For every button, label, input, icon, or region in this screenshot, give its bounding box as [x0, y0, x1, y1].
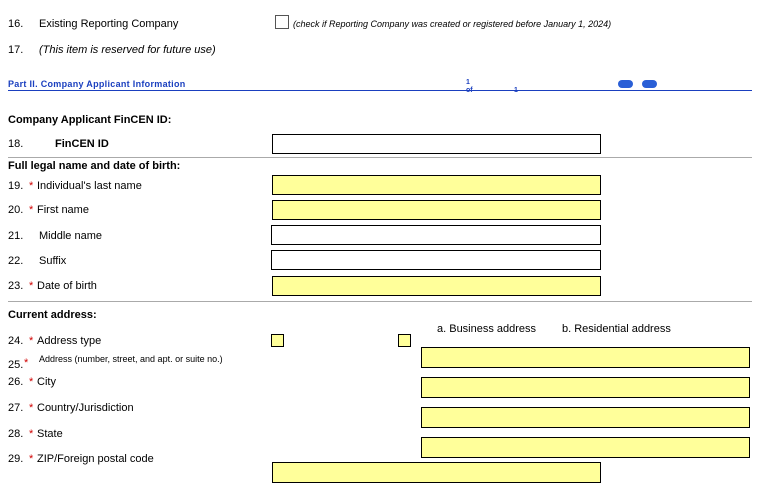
country-jurisdiction-select[interactable]: [421, 407, 750, 428]
middle-name-label: Middle name: [39, 230, 102, 242]
part-ii-title: Part II. Company Applicant Information: [8, 79, 186, 89]
state-select[interactable]: [421, 437, 750, 458]
item-20-number: 20.: [8, 204, 24, 216]
item-29-number: 29.: [8, 453, 24, 465]
required-marker: *: [29, 376, 34, 388]
item-24-number: 24.: [8, 335, 24, 347]
middle-name-input[interactable]: [271, 225, 601, 245]
last-name-input[interactable]: [272, 175, 601, 195]
residential-address-checkbox[interactable]: [398, 334, 411, 347]
required-marker: *: [24, 357, 29, 369]
fincen-id-input[interactable]: [272, 134, 601, 154]
required-marker: *: [29, 204, 34, 216]
city-input[interactable]: [421, 377, 750, 398]
divider: [8, 157, 752, 158]
add-page-button[interactable]: [618, 80, 633, 88]
item-16-number: 16.: [8, 18, 24, 30]
required-marker: *: [29, 180, 34, 192]
zip-postal-code-label: ZIP/Foreign postal code: [37, 453, 154, 465]
existing-reporting-company-label: Existing Reporting Company: [39, 18, 179, 30]
item-21-number: 21.: [8, 230, 24, 242]
required-marker: *: [29, 402, 34, 414]
address-section-heading: Current address:: [8, 309, 97, 321]
first-name-label: First name: [37, 204, 89, 216]
required-marker: *: [29, 280, 34, 292]
item-18-number: 18.: [8, 138, 24, 150]
existing-reporting-company-checkbox[interactable]: [275, 15, 289, 29]
suffix-input[interactable]: [271, 250, 601, 270]
required-marker: *: [29, 335, 34, 347]
date-of-birth-input[interactable]: [272, 276, 601, 296]
remove-page-button[interactable]: [642, 80, 657, 88]
required-marker: *: [29, 428, 34, 440]
state-label: State: [37, 428, 63, 440]
fincen-id-label: FinCEN ID: [55, 138, 109, 150]
first-name-input[interactable]: [272, 200, 601, 220]
residential-address-option-label: b. Residential address: [562, 323, 671, 335]
item-22-number: 22.: [8, 255, 24, 267]
existing-reporting-company-note: (check if Reporting Company was created or registered before January 1, 2024): [293, 19, 612, 29]
zip-postal-code-input[interactable]: [272, 462, 601, 483]
item-25-number: 25.: [8, 359, 24, 371]
reserved-item-label: (This item is reserved for future use): [39, 44, 216, 56]
part-header-underline: [8, 90, 752, 91]
last-name-label: Individual's last name: [37, 180, 142, 192]
item-19-number: 19.: [8, 180, 24, 192]
business-address-option-label: a. Business address: [437, 323, 537, 335]
date-of-birth-label: Date of birth: [37, 280, 97, 292]
required-marker: *: [29, 453, 34, 465]
item-23-number: 23.: [8, 280, 24, 292]
item-17-number: 17.: [8, 44, 24, 56]
address-type-label: Address type: [37, 335, 102, 347]
suffix-label: Suffix: [39, 255, 67, 267]
item-26-number: 26.: [8, 376, 24, 388]
divider: [8, 301, 752, 302]
city-label: City: [37, 376, 56, 388]
name-section-heading: Full legal name and date of birth:: [8, 160, 181, 172]
country-jurisdiction-label: Country/Jurisdiction: [37, 402, 134, 414]
item-28-number: 28.: [8, 428, 24, 440]
business-address-checkbox[interactable]: [271, 334, 284, 347]
item-27-number: 27.: [8, 402, 24, 414]
fincen-section-heading: Company Applicant FinCEN ID:: [8, 114, 172, 126]
street-address-input[interactable]: [421, 347, 750, 368]
street-address-label: Address (number, street, and apt. or suite no.): [39, 354, 223, 364]
page-current: 1: [466, 79, 470, 86]
